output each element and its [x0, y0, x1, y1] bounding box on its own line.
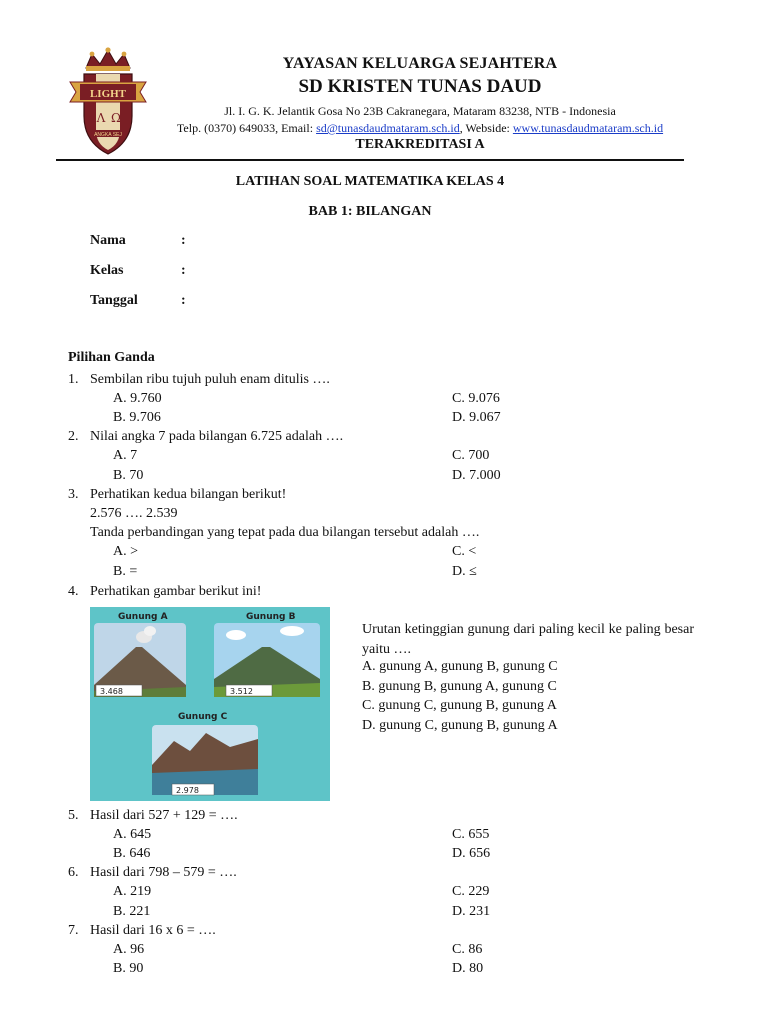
q3-question: Tanda perbandingan yang tepat pada dua bilangan tersebut adalah ….	[90, 525, 480, 540]
svg-text:Λ: Λ	[96, 111, 106, 125]
q3-option-b: B. =	[113, 564, 138, 579]
mountain-b-height: 3.512	[230, 687, 253, 696]
q4-prompt: Urutan ketinggian gunung dari paling kecil ke paling besar yaitu ….	[362, 622, 694, 657]
school-contact	[160, 121, 680, 136]
q2-option-c: C. 700	[452, 448, 490, 463]
school-address: Jl. I. G. K. Jelantik Gosa No 23B Cakranegara, Mataram 83238, NTB - Indonesia	[224, 104, 616, 118]
q1-text: Sembilan ribu tujuh puluh enam ditulis ….	[90, 372, 330, 387]
mountain-c-height: 2.978	[176, 786, 199, 795]
q7-number: 7.	[68, 923, 79, 938]
contact-prefix: Telp. (0370) 649033, Email:	[176, 121, 317, 135]
q4-number: 4.	[68, 584, 79, 599]
worksheet-title: LATIHAN SOAL MATEMATIKA KELAS 4	[235, 174, 505, 189]
school-name: SD KRISTEN TUNAS DAUD	[298, 76, 542, 97]
q7-text: Hasil dari 16 x 6 = ….	[90, 923, 216, 938]
field-colon-nama: :	[181, 233, 186, 248]
mountain-a-label: Gunung A	[118, 612, 168, 622]
q6-option-b: B. 221	[113, 904, 151, 919]
q4-option-a: A. gunung A, gunung B, gunung C	[362, 659, 558, 674]
chapter-title: BAB 1: BILANGAN	[308, 204, 432, 219]
q4-option-b: B. gunung B, gunung A, gunung C	[362, 679, 557, 694]
q5-text: Hasil dari 527 + 129 = ….	[90, 808, 238, 823]
field-colon-tanggal: :	[181, 293, 186, 308]
q3-number: 3.	[68, 487, 79, 502]
q2-text: Nilai angka 7 pada bilangan 6.725 adalah ….	[90, 429, 344, 444]
svg-text:LIGHT: LIGHT	[89, 88, 127, 100]
school-crest-logo	[66, 46, 150, 158]
q1-option-a: A. 9.760	[113, 391, 162, 406]
q1-option-d: D. 9.067	[452, 410, 501, 425]
q2-number: 2.	[68, 429, 79, 444]
q4-option-c: C. gunung C, gunung B, gunung A	[362, 698, 557, 713]
mountain-c-label: Gunung C	[178, 712, 228, 722]
website-link[interactable]: www.tunasdaudmataram.sch.id	[512, 121, 664, 135]
email-link[interactable]: sd@tunasdaudmataram.sch.id	[316, 121, 460, 135]
q3-comparison: 2.576 …. 2.539	[90, 506, 178, 521]
foundation-name: YAYASAN KELUARGA SEJAHTERA	[282, 55, 558, 72]
header-divider	[56, 159, 684, 161]
q6-option-c: C. 229	[452, 884, 490, 899]
mountains-figure	[90, 607, 330, 801]
q7-option-c: C. 86	[452, 942, 483, 957]
q6-text: Hasil dari 798 – 579 = ….	[90, 865, 237, 880]
svg-text:ANGKA SEJ: ANGKA SEJ	[94, 132, 122, 138]
q1-option-c: C. 9.076	[452, 391, 500, 406]
q5-number: 5.	[68, 808, 79, 823]
q4-text: Perhatikan gambar berikut ini!	[90, 584, 262, 599]
q3-option-d: D. ≤	[452, 564, 477, 579]
svg-text:Ω: Ω	[111, 111, 121, 125]
q7-option-b: B. 90	[113, 961, 144, 976]
mountain-b-label: Gunung B	[246, 612, 296, 622]
section-title: Pilihan Ganda	[68, 350, 155, 365]
field-label-kelas: Kelas	[90, 263, 124, 278]
q3-option-c: C. <	[452, 544, 477, 559]
q6-number: 6.	[68, 865, 79, 880]
q7-option-a: A. 96	[113, 942, 145, 957]
q2-option-d: D. 7.000	[452, 468, 501, 483]
q6-option-d: D. 231	[452, 904, 491, 919]
q7-option-d: D. 80	[452, 961, 484, 976]
mountain-a-height: 3.468	[100, 687, 123, 696]
contact-mid: , Webside:	[459, 121, 513, 135]
q1-number: 1.	[68, 372, 79, 387]
q5-option-a: A. 645	[113, 827, 152, 842]
q2-option-a: A. 7	[113, 448, 138, 463]
q3-option-a: A. >	[113, 544, 139, 559]
q5-option-c: C. 655	[452, 827, 490, 842]
q4-option-d: D. gunung C, gunung B, gunung A	[362, 718, 558, 733]
field-label-nama: Nama	[90, 233, 126, 248]
q6-option-a: A. 219	[113, 884, 152, 899]
q3-text: Perhatikan kedua bilangan berikut!	[90, 487, 287, 502]
field-label-tanggal: Tanggal	[90, 293, 138, 308]
q5-option-d: D. 656	[452, 846, 491, 861]
q5-option-b: B. 646	[113, 846, 151, 861]
q2-option-b: B. 70	[113, 468, 144, 483]
q1-option-b: B. 9.706	[113, 410, 161, 425]
field-colon-kelas: :	[181, 263, 186, 278]
accreditation: TERAKREDITASI A	[355, 137, 485, 152]
